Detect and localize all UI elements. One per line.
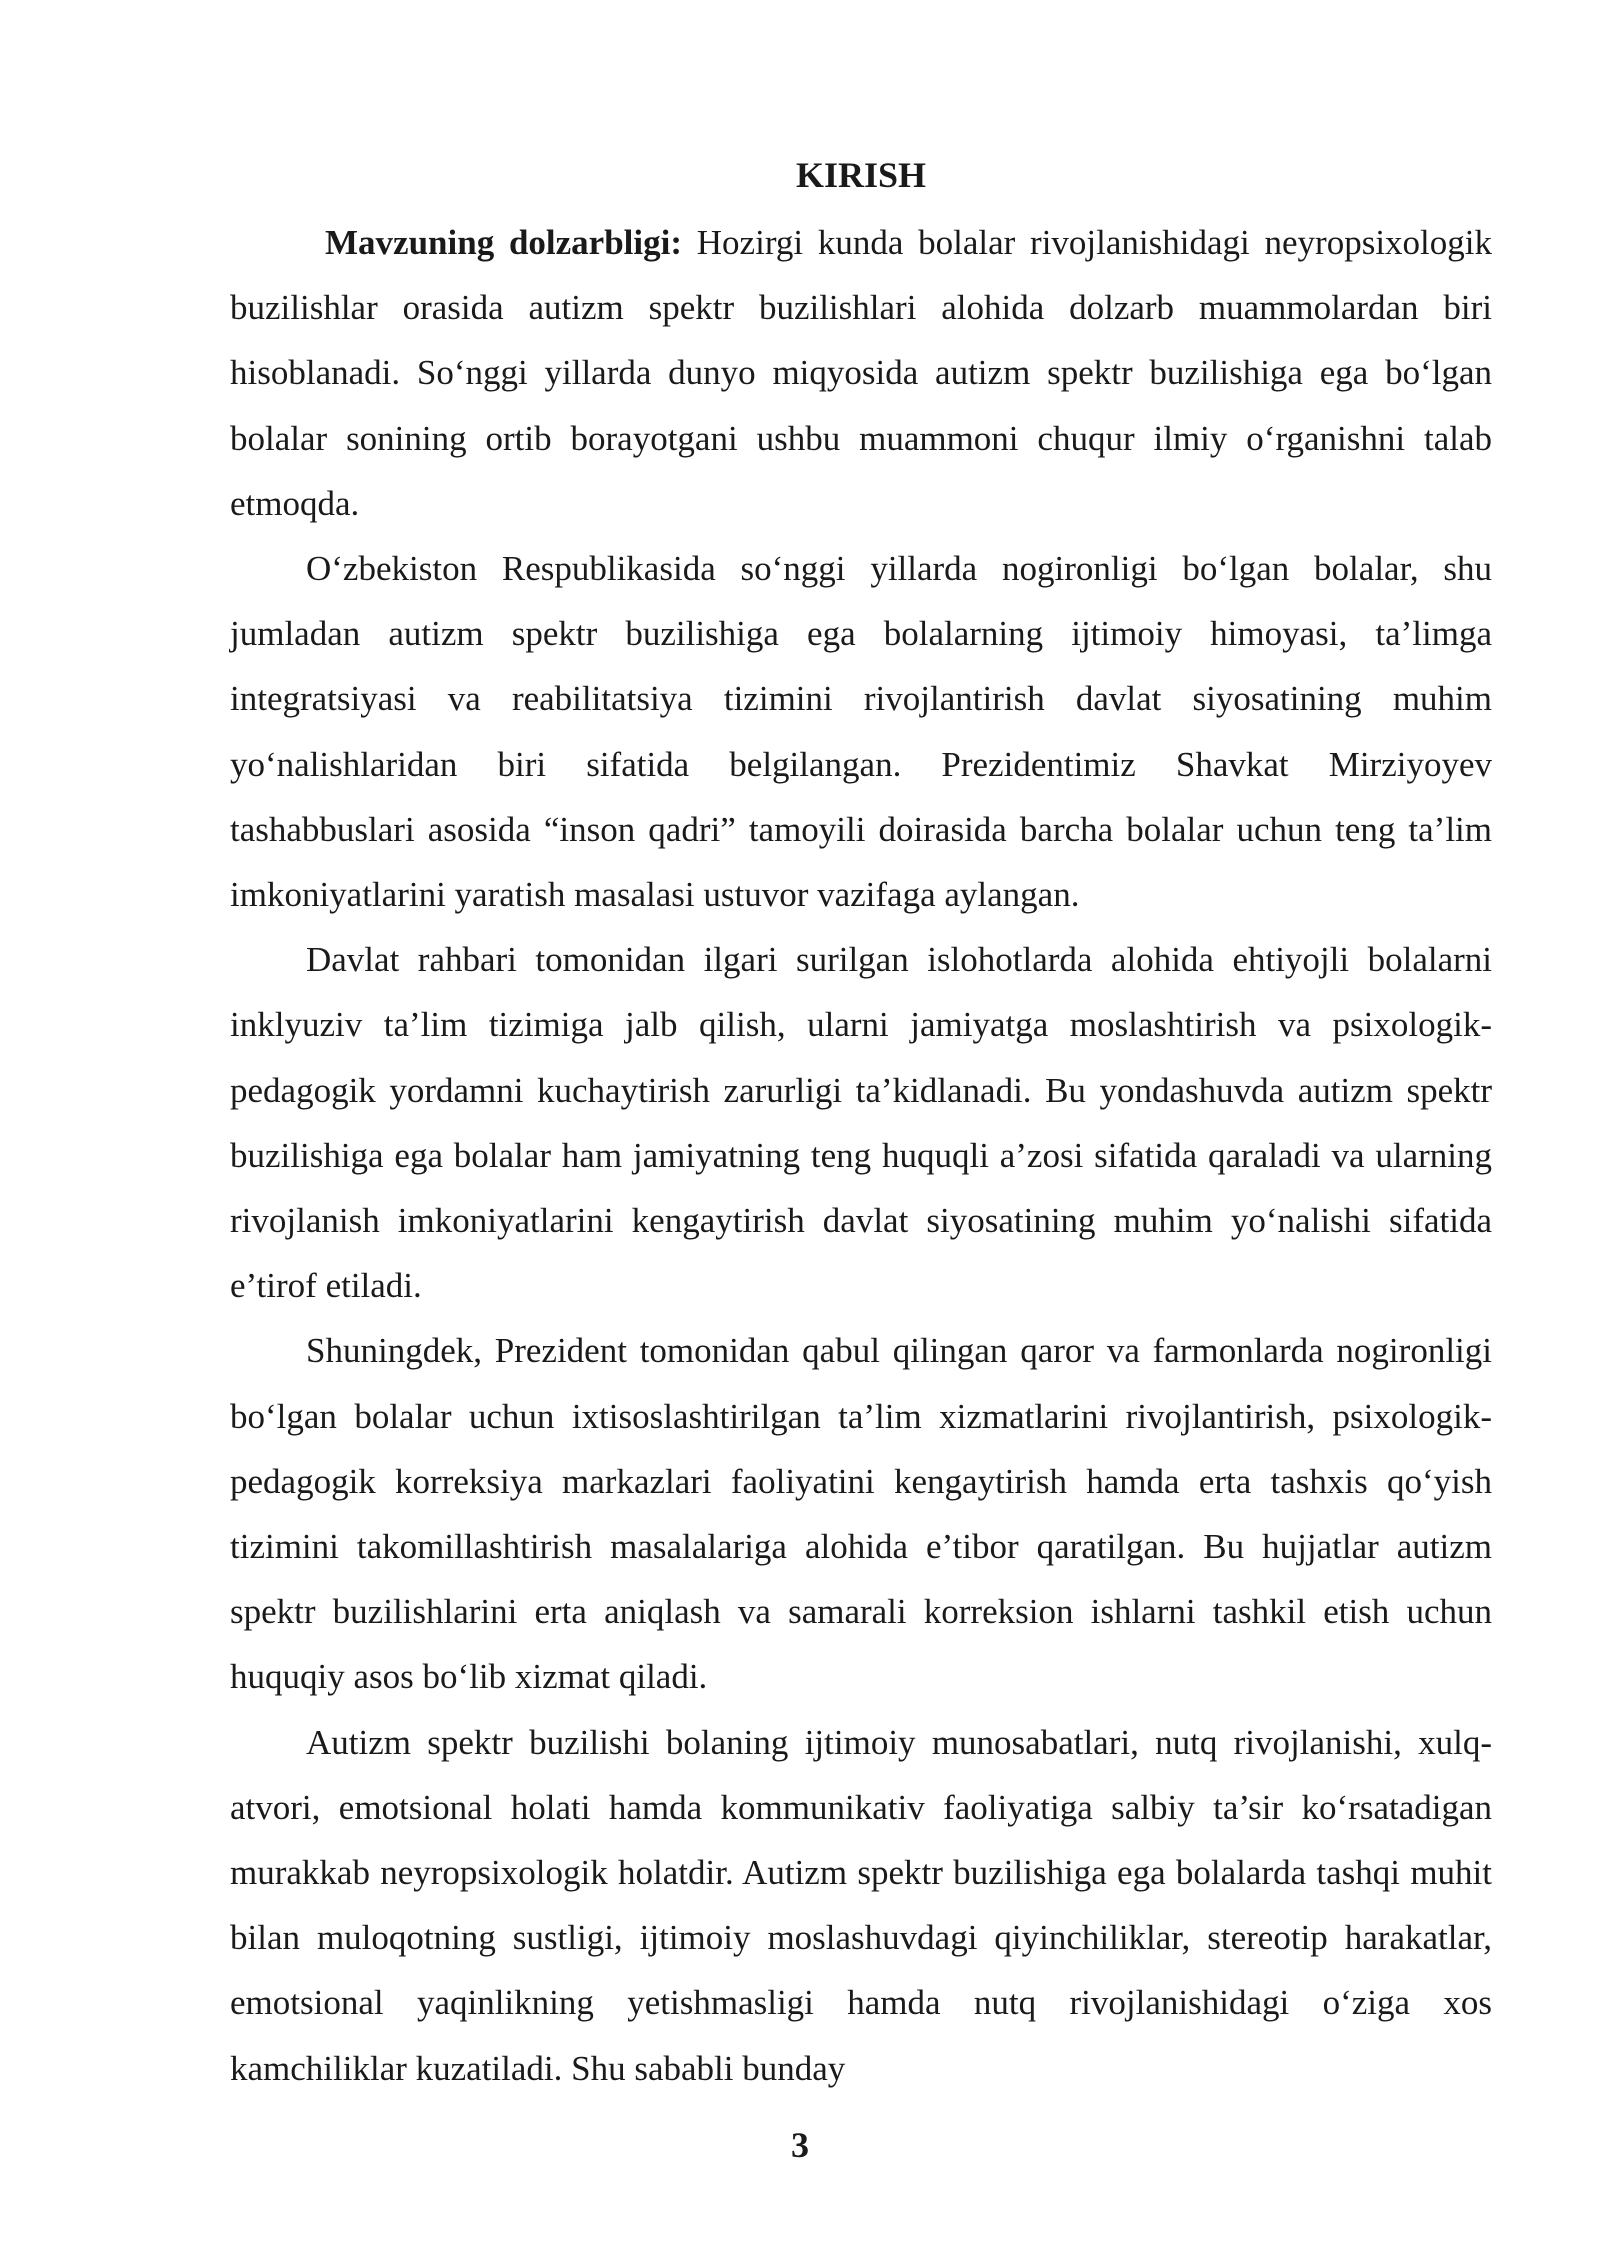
page-content	[230, 148, 1492, 2101]
paragraph: Shuningdek, Prezident tomonidan qabul qilingan qaror va farmonlarda nogironligi bo‘lgan bolalar uchun ixtisoslashtirilgan ta’lim xizmatlarini rivojlantirish, psixologik-pedagogik korreksiya markazlari faoliyatini kengaytirish hamda erta tashxis qo‘yish tizimini takomillashtirish masalalariga alohida e’tibor qaratilgan. Bu hujjatlar autizm spektr buzilishlarini erta aniqlash va samarali korreksion ishlarni tashkil etish uchun huquqiy asos bo‘lib xizmat qiladi.	[230, 1331, 1492, 1697]
paragraph-relevance	[230, 210, 1492, 536]
paragraph: Autizm spektr buzilishi bolaning ijtimoiy munosabatlari, nutq rivojlanishi, xulq-atvori, emotsional holati hamda kommunikativ faoliyatiga salbiy ta’sir ko‘rsatadigan murakkab neyropsixologik holatdir. Autizm spektr buzilishiga ega bolalarda tashqi muhit bilan muloqotning sustligi, ijtimoiy moslashuvdagi qiyinchiliklar, stereotip harakatlar, emotsional yaqinlikning yetishmasligi hamda nutq rivojlanishidagi o‘ziga xos kamchiliklar kuzatiladi. Shu sababli bunday	[230, 1722, 1492, 2088]
paragraph: O‘zbekiston Respublikasida so‘nggi yillarda nogironligi bo‘lgan bolalar, shu jumladan autizm spektr buzilishiga ega bolalarning ijtimoiy himoyasi, ta’limga integratsiyasi va reabilitatsiya tizimini rivojlantirish davlat siyosatining muhim yo‘nalishlaridan biri sifatida belgilangan. Prezidentimiz Shavkat Mirziyoyev tashabbuslari asosida “inson qadri” tamoyili doirasida barcha bolalar uchun teng ta’lim imkoniyatlarini yaratish masalasi ustuvor vazifaga aylangan.	[230, 549, 1492, 915]
section-heading: KIRISH	[795, 155, 927, 195]
page-number: 3	[791, 2125, 809, 2165]
paragraph: Davlat rahbari tomonidan ilgari surilgan islohotlarda alohida ehtiyojli bolalarni inklyuziv ta’lim tizimiga jalb qilish, ularni jamiyatga moslashtirish va psixologik-pedagogik yordamni kuchaytirish zarurligi ta’kidlanadi. Bu yondashuvda autizm spektr buzilishiga ega bolalar ham jamiyatning teng huquqli a’zosi sifatida qaraladi va ularning rivojlanish imkoniyatlarini kengaytirish davlat siyosatining muhim yo‘nalishi sifatida e’tirof etiladi.	[230, 940, 1492, 1306]
relevance-label: Mavzuning dolzarbligi:	[325, 223, 683, 262]
paragraph-text: Hozirgi kunda bolalar rivojlanishidagi neyropsixologik buzilishlar orasida autizm spektr buzilishlari alohida dolzarb muammolardan biri hisoblanadi. So‘nggi yillarda dunyo miqyosida autizm spektr buzilishiga ega bo‘lgan bolalar sonining ortib borayotgani ushbu muammoni chuqur ilmiy o‘rganishni talab etmoqda.	[230, 223, 1492, 523]
